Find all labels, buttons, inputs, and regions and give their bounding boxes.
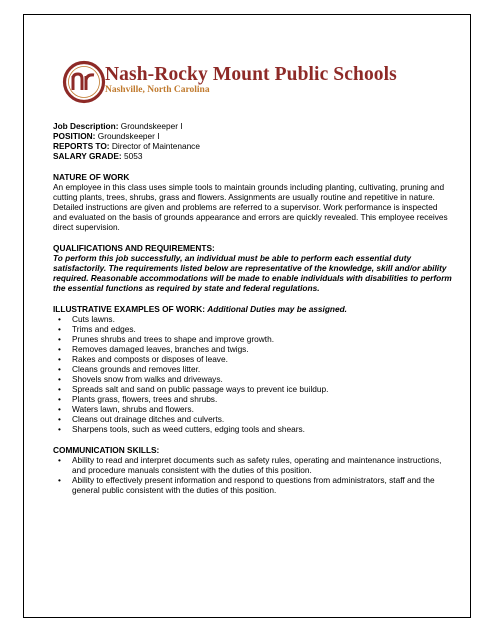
field-value: Groundskeeper I (97, 131, 160, 141)
list-item: • Removes damaged leaves, branches and twigs. (58, 344, 249, 354)
bullet-icon: • (58, 384, 61, 394)
bullet-icon: • (58, 374, 61, 384)
field-value: Director of Maintenance (111, 141, 200, 151)
list-item: • Cleans grounds and removes litter. (58, 364, 201, 374)
field-value: Groundskeeper I (120, 121, 183, 131)
list-item: • Cleans out drainage ditches and culverts. (58, 414, 225, 424)
field-value: 5053 (124, 151, 143, 161)
list-item: • Spreads salt and sand on public passage ways to prevent ice buildup. (58, 384, 329, 394)
communication-list (53, 455, 453, 495)
communication-title: COMMUNICATION SKILLS: (53, 445, 160, 455)
bullet-icon: • (58, 314, 61, 324)
list-item: • Rakes and composts or disposes of leave. (58, 354, 228, 364)
bullet-icon: • (58, 424, 61, 434)
qualifications-title: QUALIFICATIONS AND REQUIREMENTS: (53, 243, 215, 253)
bullet-icon: • (58, 324, 61, 334)
bullet-icon: • (58, 334, 61, 344)
nature-of-work-title: NATURE OF WORK (53, 172, 130, 182)
list-item: • Ability to effectively present information and respond to questions from administrators, staff and the general public consistent with the duties of this position. (58, 475, 435, 495)
examples-note: Additional Duties may be assigned. (207, 304, 347, 314)
letterhead (62, 60, 462, 104)
field-label: SALARY GRADE: (53, 151, 122, 161)
field-label: REPORTS TO: (53, 141, 110, 151)
bullet-icon: • (58, 364, 61, 374)
field-label: POSITION: (53, 131, 96, 141)
bullet-icon: • (58, 394, 61, 404)
field-position (53, 131, 453, 141)
nature-of-work-text: An employee in this class uses simple tools to maintain grounds including planting, cultivating, pruning and cutting plants, trees, shrubs, grass and flowers. Assignments are usually routine and repetitive in nature. Detailed instructions are given and problems are referred to a supervisor. Work performance is inspected and evaluated on the basis of grounds appearance and errors are quickly revealed. This employee receives direct supervision. (53, 182, 448, 232)
bullet-icon: • (58, 475, 61, 485)
bullet-icon: • (58, 414, 61, 424)
list-item: • Ability to read and interpret documents such as safety rules, operating and maintenance instructions, and procedure manuals consistent with the duties of this position. (58, 455, 442, 475)
field-label: Job Description: (53, 121, 119, 131)
org-name: Nash-Rocky Mount Public Schools (105, 64, 397, 85)
job-description-body (53, 121, 453, 495)
list-item: • Plants grass, flowers, trees and shrubs. (58, 394, 218, 404)
examples-heading (53, 304, 453, 314)
field-reports-to (53, 141, 453, 151)
bullet-icon: • (58, 344, 61, 354)
bullet-icon: • (58, 455, 61, 465)
field-salary-grade (53, 151, 453, 161)
examples-list (53, 314, 453, 434)
field-job-description (53, 121, 453, 131)
examples-title: ILLUSTRATIVE EXAMPLES OF WORK: (53, 304, 205, 314)
bullet-icon: • (58, 404, 61, 414)
bullet-icon: • (58, 354, 61, 364)
org-location: Nashville, North Carolina (105, 85, 210, 95)
list-item: • Sharpens tools, such as weed cutters, edging tools and shears. (58, 424, 305, 434)
qualifications-text: To perform this job successfully, an individual must be able to perform each essential duty satisfactorily. The requirements listed below are representative of the knowledge, skill and/or ability required. Reasonable accommodations will be made to enable individuals with disabilities to perform the essential functions as required by state and federal regulations. (53, 253, 452, 293)
list-item: • Trims and edges. (58, 324, 136, 334)
list-item: • Waters lawn, shrubs and flowers. (58, 404, 194, 414)
list-item: • Cuts lawns. (58, 314, 115, 324)
nrm-logo-icon (62, 60, 106, 104)
list-item: • Shovels snow from walks and driveways. (58, 374, 223, 384)
list-item: • Prunes shrubs and trees to shape and improve growth. (58, 334, 275, 344)
